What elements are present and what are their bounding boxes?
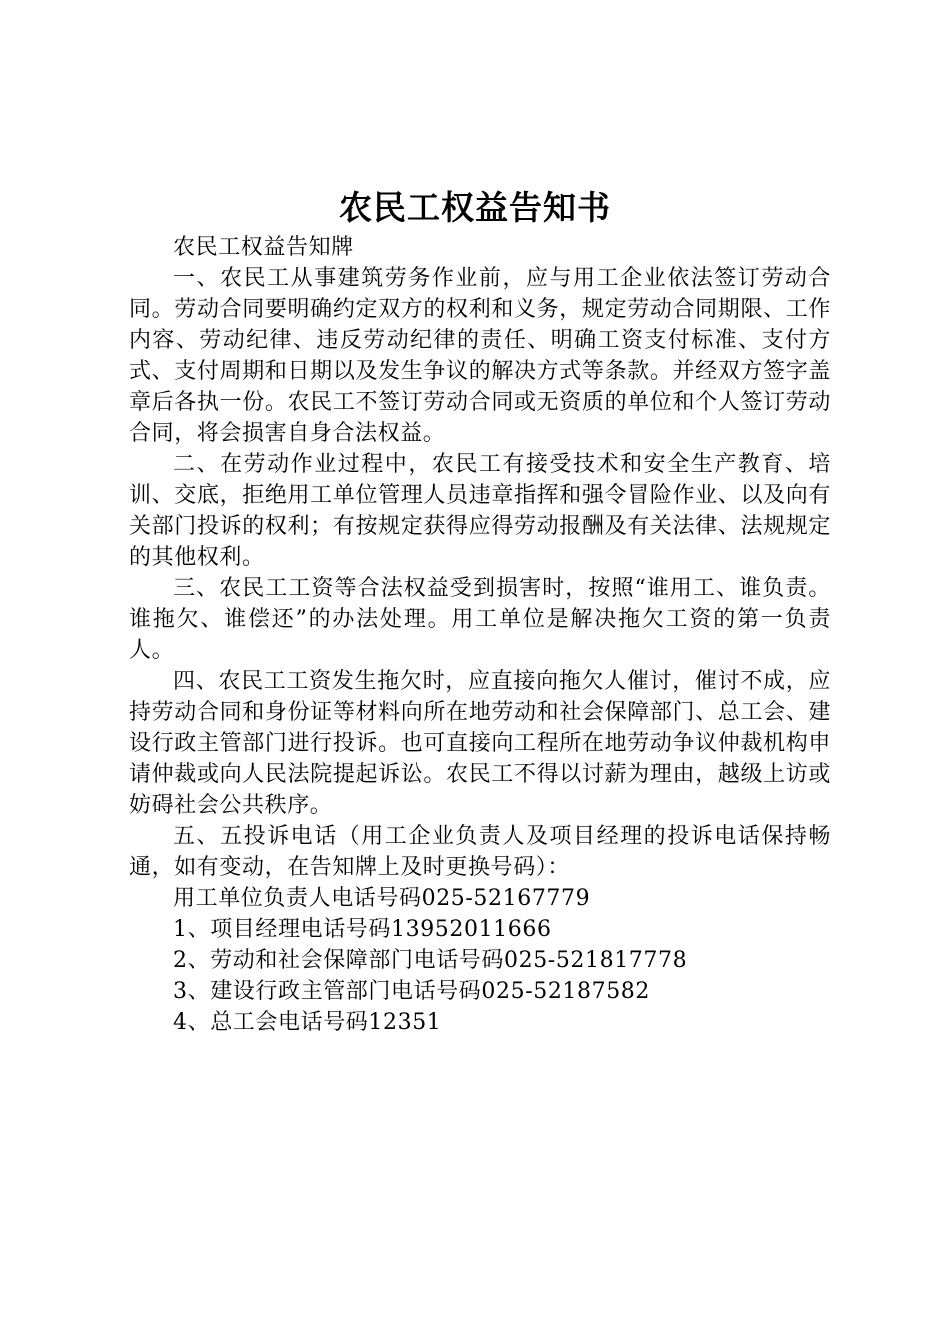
paragraph-worker-rights: 二、在劳动作业过程中，农民工有接受技术和安全生产教育、培训、交底，拒绝用工单位管理人员违章指挥和强令冒险作业、以及向有关部门投诉的权利；有按规定获得应得劳动报酬及有关法律、法规规定的其他权利。 xyxy=(129,452,831,570)
phone-trade-union: 4、总工会电话号码12351 xyxy=(173,1010,442,1035)
paragraph-wage-arrears: 四、农民工工资发生拖欠时，应直接向拖欠人催讨，催讨不成，应持劳动合同和身份证等材料向所在地劳动和社会保障部门、总工会、建设行政主管部门进行投诉。也可直接向工程所在地劳动争议仲裁机构申请仲裁或向人民法院提起诉讼。农民工不得以讨薪为理由，越级上访或妨碍社会公共秩序。 xyxy=(129,669,831,818)
phone-labor-department: 2、劳动和社会保障部门电话号码025-521817778 xyxy=(173,948,688,973)
document-title: 农民工权益告知书 xyxy=(339,188,611,227)
phone-construction-authority: 3、建设行政主管部门电话号码025-52187582 xyxy=(173,979,650,1004)
phone-employer-head: 用工单位负责人电话号码025-52167779 xyxy=(173,886,591,911)
document-subtitle: 农民工权益告知牌 xyxy=(173,235,354,260)
document-body xyxy=(129,232,831,1038)
paragraph-wage-responsibility: 三、农民工工资等合法权益受到损害时，按照“谁用工、谁负责。谁拖欠、谁偿还”的办法处理。用工单位是解决拖欠工资的第一负责人。 xyxy=(129,576,831,663)
paragraph-complaint-phones: 五、五投诉电话（用工企业负责人及项目经理的投诉电话保持畅通，如有变动，在告知牌上及时更换号码）： xyxy=(129,824,831,880)
paragraph-labor-contract: 一、农民工从事建筑劳务作业前，应与用工企业依法签订劳动合同。劳动合同要明确约定双方的权利和义务，规定劳动合同期限、工作内容、劳动纪律、违反劳动纪律的责任、明确工资支付标准、支付方式、支付周期和日期以及发生争议的解决方式等条款。并经双方签字盖章后各执一份。农民工不签订劳动合同或无资质的单位和个人签订劳动合同，将会损害自身合法权益。 xyxy=(129,266,831,446)
phone-project-manager: 1、项目经理电话号码13952011666 xyxy=(173,917,552,942)
